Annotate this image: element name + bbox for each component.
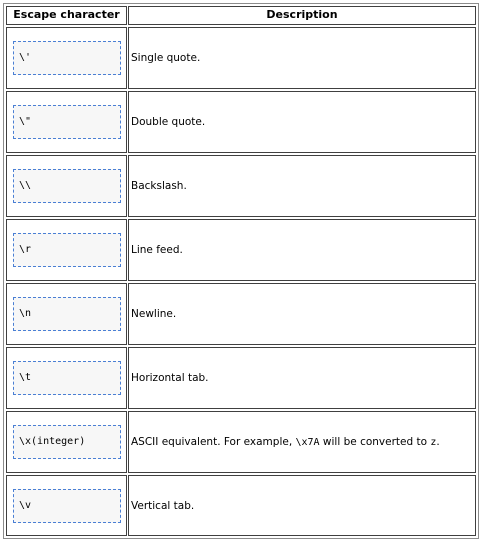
header-escape-character-label: Escape character: [13, 8, 120, 21]
code-sample: \r: [13, 233, 121, 267]
description-text: Newline.: [131, 308, 177, 320]
table-row-description-cell: [128, 411, 476, 473]
description-text: [131, 434, 473, 451]
description-text: Line feed.: [131, 244, 183, 256]
description-text: Horizontal tab.: [131, 372, 209, 384]
description-suffix: .: [436, 436, 440, 448]
header-description: [128, 6, 476, 25]
table-row-description-cell: [128, 347, 476, 409]
table-row-description-cell: [128, 155, 476, 217]
header-description-label: Description: [266, 8, 338, 21]
code-sample: \\: [13, 169, 121, 203]
description-middle: will be converted to: [319, 436, 431, 448]
table-row-code-cell: [6, 347, 127, 409]
code-sample: \v: [13, 489, 121, 523]
code-sample: \t: [13, 361, 121, 395]
code-sample: \x(integer): [13, 425, 121, 459]
table-row-code-cell: [6, 411, 127, 473]
description-text: Double quote.: [131, 116, 206, 128]
code-sample: \": [13, 105, 121, 139]
table-row-description-cell: [128, 219, 476, 281]
table-row-description-cell: [128, 91, 476, 153]
inline-code-example: \x7A: [295, 437, 320, 448]
inline-code-result: z: [430, 437, 437, 448]
table-row-code-cell: [6, 27, 127, 89]
code-sample: \n: [13, 297, 121, 331]
description-text: Single quote.: [131, 52, 201, 64]
description-text: Backslash.: [131, 180, 187, 192]
table-row-description-cell: [128, 27, 476, 89]
table-row-description-cell: [128, 283, 476, 345]
table-row-code-cell: [6, 475, 127, 536]
header-escape-character: [6, 6, 127, 25]
table-row-code-cell: [6, 283, 127, 345]
escape-character-table: [3, 3, 479, 539]
description-text: Vertical tab.: [131, 499, 195, 512]
description-prefix: ASCII equivalent. For example,: [131, 436, 296, 448]
table-row-code-cell: [6, 155, 127, 217]
table-row-code-cell: [6, 91, 127, 153]
table-row-description-cell: [128, 475, 476, 536]
table-row-code-cell: [6, 219, 127, 281]
code-sample: \': [13, 41, 121, 75]
